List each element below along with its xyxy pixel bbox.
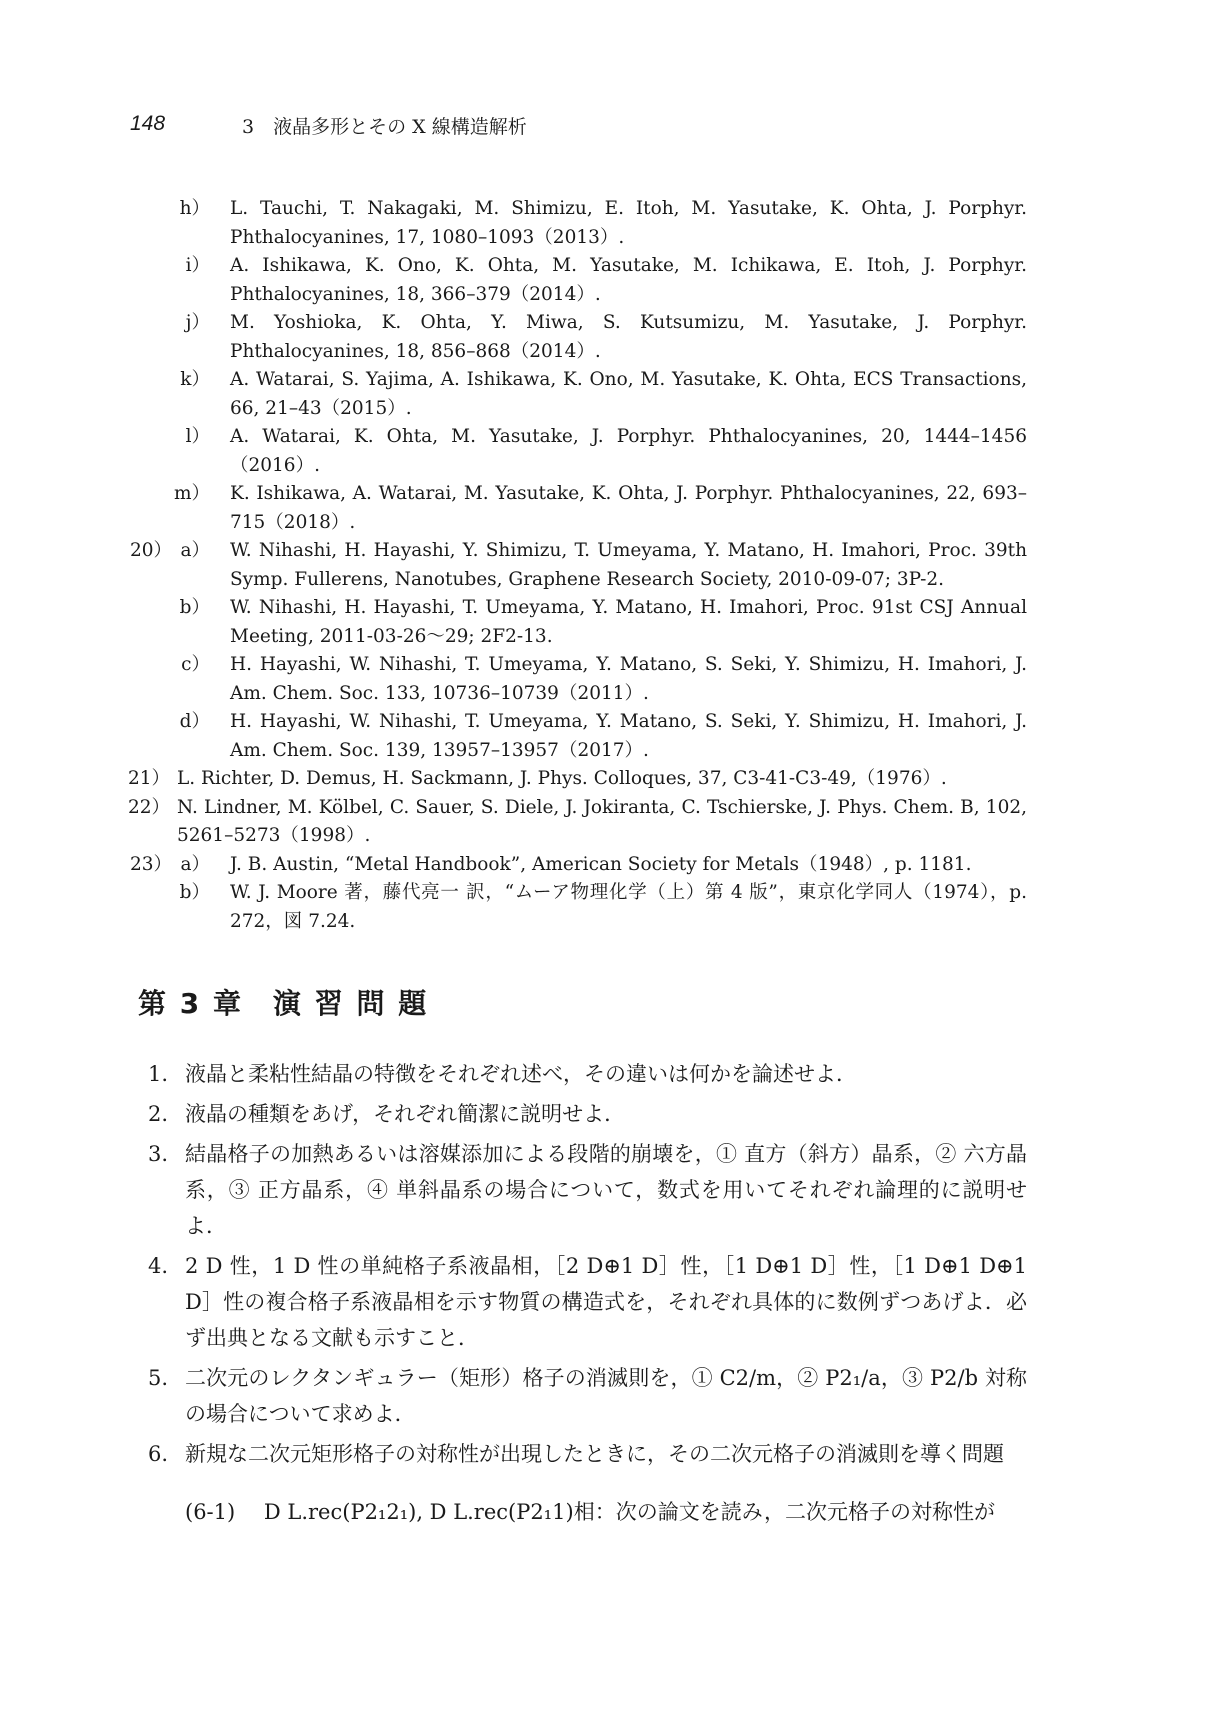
reference-subletter: b）	[179, 597, 210, 618]
reference-item	[0, 851, 1210, 880]
reference-number: 20）	[130, 540, 173, 561]
page-number: 148	[130, 112, 166, 135]
reference-text: A. Ishikawa, K. Ono, K. Ohta, M. Yasutake, M. Ichikawa, E. Itoh, J. Porphyr. Phthalocyanines, 18, 366–379（2014）.	[230, 255, 1027, 305]
reference-subletter: m）	[173, 483, 210, 504]
reference-subletter: b）	[179, 882, 210, 903]
reference-text: J. B. Austin, “Metal Handbook”, American Society for Metals（1948）, p. 1181.	[230, 853, 972, 875]
reference-item	[0, 651, 1210, 708]
reference-item	[0, 423, 1210, 480]
reference-item	[0, 794, 1210, 851]
reference-subletter: h）	[179, 198, 210, 219]
reference-text: A. Watarai, K. Ohta, M. Yasutake, J. Porphyr. Phthalocyanines, 20, 1444–1456（2016）.	[230, 426, 1027, 476]
reference-list	[0, 195, 1210, 936]
reference-text: L. Richter, D. Demus, H. Sackmann, J. Phys. Colloques, 37, C3-41-C3-49,（1976）.	[177, 768, 947, 789]
exercise-number: 6.	[148, 1442, 169, 1466]
reference-text: H. Hayashi, W. Nihashi, T. Umeyama, Y. Matano, S. Seki, Y. Shimizu, H. Imahori, J. Am. Chem. Soc. 139, 13957–13957（2017）.	[230, 711, 1027, 761]
reference-item	[0, 309, 1210, 366]
exercise-text: 2 D 性，1 D 性の単純格子系液晶相，［2 D⊕1 D］性，［1 D⊕1 D］性，［1 D⊕1 D⊕1 D］性の複合格子系液晶相を示す物質の構造式を，それぞれ具体的に数例ずつあげよ．必ず出典となる文献も示すこと．	[185, 1254, 1027, 1350]
exercise-number: 3.	[148, 1142, 169, 1166]
exercise-item	[0, 1056, 1210, 1092]
reference-number: 21）	[128, 768, 171, 789]
chapter-title: 3 液晶多形とその X 線構造解析	[242, 116, 527, 138]
exercise-item	[0, 1096, 1210, 1132]
exercise-number: 1.	[148, 1062, 169, 1086]
reference-subletter: c）	[181, 654, 210, 675]
reference-item	[0, 765, 1210, 794]
section-title: 第 3 章 演 習 問 題	[138, 987, 429, 1020]
reference-subletter: i）	[185, 255, 210, 276]
reference-text: H. Hayashi, W. Nihashi, T. Umeyama, Y. Matano, S. Seki, Y. Shimizu, H. Imahori, J. Am. Chem. Soc. 133, 10736–10739（2011）.	[230, 654, 1027, 704]
reference-text: N. Lindner, M. Kölbel, C. Sauer, S. Diele, J. Jokiranta, C. Tschierske, J. Phys. Chem. B, 102, 5261–5273（1998）.	[177, 796, 1027, 846]
exercise-text: 液晶と柔粘性結晶の特徴をそれぞれ述べ，その違いは何かを論述せよ．	[185, 1062, 857, 1086]
exercise-number: 4.	[148, 1254, 169, 1278]
reference-item	[0, 252, 1210, 309]
reference-text: M. Yoshioka, K. Ohta, Y. Miwa, S. Kutsumizu, M. Yasutake, J. Porphyr. Phthalocyanines, 18, 856–868（2014）.	[230, 312, 1027, 362]
reference-item	[0, 537, 1210, 594]
reference-subletter: k）	[180, 369, 210, 390]
reference-subletter: a）	[180, 540, 210, 561]
reference-text: L. Tauchi, T. Nakagaki, M. Shimizu, E. Itoh, M. Yasutake, K. Ohta, J. Porphyr. Phthalocyanines, 17, 1080–1093（2013）.	[230, 198, 1027, 248]
reference-text: A. Watarai, S. Yajima, A. Ishikawa, K. Ono, M. Yasutake, K. Ohta, ECS Transactions, 66, 21–43（2015）.	[230, 369, 1027, 419]
reference-number: 22）	[128, 796, 171, 818]
exercise-item	[0, 1248, 1210, 1356]
sub-exercise-text: D L.rec(P2₁2₁), D L.rec(P2₁1)相：次の論文を読み，二次元格子の対称性が	[263, 1500, 995, 1524]
reference-text: W. Nihashi, H. Hayashi, T. Umeyama, Y. Matano, H. Imahori, Proc. 91st CSJ Annual Meeting, 2011-03-26～29; 2F2-13.	[230, 597, 1027, 647]
exercise-item	[0, 1436, 1210, 1472]
reference-item	[0, 879, 1210, 936]
reference-text: W. J. Moore 著，藤代亮一 訳，“ムーア物理化学（上）第 4 版”，東京化学同人（1974），p. 272，図 7.24.	[230, 882, 1027, 932]
exercise-list	[0, 1056, 1210, 1476]
sub-exercise	[185, 1496, 995, 1526]
reference-subletter: j）	[185, 312, 210, 333]
reference-item	[0, 195, 1210, 252]
exercise-text: 結晶格子の加熱あるいは溶媒添加による段階的崩壊を，① 直方（斜方）晶系，② 六方晶系，③ 正方晶系，④ 単斜晶系の場合について，数式を用いてそれぞれ論理的に説明せよ．	[185, 1142, 1027, 1238]
reference-number: 23）	[130, 853, 173, 875]
reference-subletter: l）	[185, 426, 210, 447]
reference-subletter: a）	[180, 853, 210, 875]
exercise-item	[0, 1360, 1210, 1432]
exercise-item	[0, 1136, 1210, 1244]
exercise-text: 液晶の種類をあげ，それぞれ簡潔に説明せよ．	[185, 1102, 626, 1126]
reference-text: W. Nihashi, H. Hayashi, Y. Shimizu, T. Umeyama, Y. Matano, H. Imahori, Proc. 39th Symp. Fullerens, Nanotubes, Graphene Research Society, 2010-09-07; 3P-2.	[230, 540, 1027, 590]
reference-text: K. Ishikawa, A. Watarai, M. Yasutake, K. Ohta, J. Porphyr. Phthalocyanines, 22, 693–715（2018）.	[230, 483, 1027, 533]
reference-item	[0, 594, 1210, 651]
exercise-text: 二次元のレクタンギュラー（矩形）格子の消滅則を，① C2/m，② P2₁/a，③ P2/b 対称の場合について求めよ．	[185, 1366, 1027, 1426]
reference-item	[0, 708, 1210, 765]
exercise-number: 2.	[148, 1102, 169, 1126]
exercise-text: 新規な二次元矩形格子の対称性が出現したときに，その二次元格子の消滅則を導く問題	[185, 1442, 1004, 1466]
sub-exercise-label: (6-1)	[185, 1500, 236, 1524]
exercise-number: 5.	[148, 1366, 169, 1390]
reference-item	[0, 480, 1210, 537]
reference-item	[0, 366, 1210, 423]
reference-subletter: d）	[179, 711, 210, 732]
